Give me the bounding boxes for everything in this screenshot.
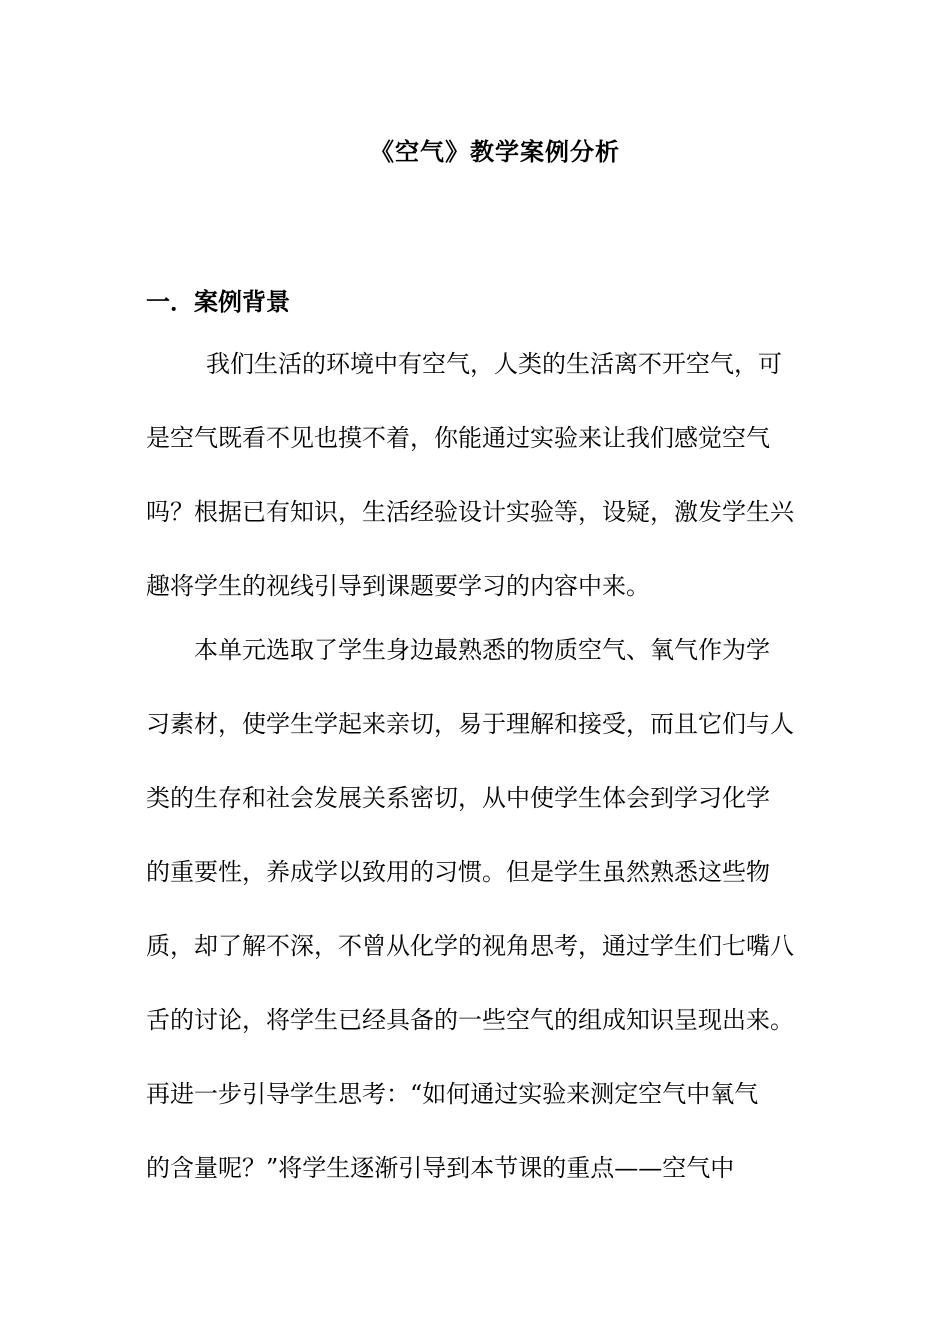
paragraph-line: 我们生活的环境中有空气，人类的生活离不开空气，可 [206, 350, 782, 378]
paragraph-line: 类的生存和社会发展关系密切，从中使学生体会到学习化学 [146, 784, 770, 812]
paragraph-line: 舌的讨论，将学生已经具备的一些空气的组成知识呈现出来。 [146, 1006, 794, 1034]
section-heading: 一．案例背景 [146, 287, 290, 316]
document-title: 《空气》教学案例分析 [370, 137, 620, 166]
paragraph-line: 再进一步引导学生思考：“如何通过实验来测定空气中氧气 [146, 1080, 759, 1108]
paragraph-line: 趣将学生的视线引导到课题要学习的内容中来。 [146, 572, 650, 600]
paragraph-line: 吗？根据已有知识，生活经验设计实验等，设疑，激发学生兴 [146, 498, 794, 526]
paragraph-line: 的重要性，养成学以致用的习惯。但是学生虽然熟悉这些物 [146, 858, 770, 886]
paragraph-line: 是空气既看不见也摸不着，你能通过实验来让我们感觉空气 [146, 424, 770, 452]
paragraph-line: 质，却了解不深，不曾从化学的视角思考，通过学生们七嘴八 [146, 932, 794, 960]
paragraph-line: 本单元选取了学生身边最熟悉的物质空气、氧气作为学 [194, 636, 770, 664]
paragraph-line: 的含量呢？”将学生逐渐引导到本节课的重点——空气中 [146, 1154, 735, 1182]
paragraph-line: 习素材，使学生学起来亲切，易于理解和接受，而且它们与人 [146, 710, 794, 738]
